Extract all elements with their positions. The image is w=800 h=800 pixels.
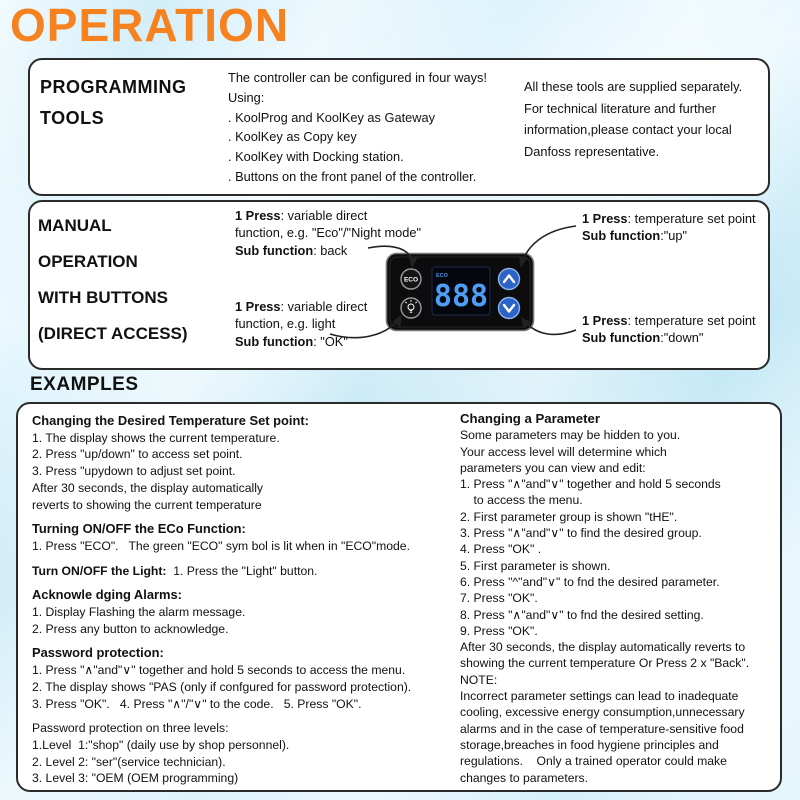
text-line: WITH BUTTONS	[38, 288, 169, 307]
text-line: (DIRECT ACCESS)	[38, 324, 188, 343]
text-line: Your access level will determine which	[460, 444, 667, 459]
text-line: Password protection on three levels:	[32, 721, 229, 736]
manual-operation-panel	[28, 200, 770, 370]
callout-down-button	[582, 312, 756, 347]
text-line: cooling, excessive energy consumption,unnecessary	[460, 705, 745, 720]
text-line: Acknowle dging Alarms:	[32, 587, 182, 603]
text-line: 1. Press "∧"and"∨" together and hold 5 seconds	[460, 477, 721, 492]
examples-panel	[16, 402, 782, 792]
text-line: 9. Press "OK".	[460, 623, 538, 638]
text-line: Turning ON/OFF the ECo Function:	[32, 521, 246, 537]
text-line: function, e.g. light	[235, 316, 336, 332]
text-line: Sub function:"up"	[582, 228, 688, 244]
text-line: Sub function: back	[235, 242, 348, 258]
up-button[interactable]	[499, 269, 520, 290]
text-line: function, e.g. "Eco"/"Night mode"	[235, 225, 422, 241]
text-line: 1. The display shows the current temperature.	[32, 430, 280, 445]
text-line: information,please contact your local	[524, 122, 732, 137]
text-line: 1. Display Flashing the alarm message.	[32, 605, 246, 620]
text-line: 2. First parameter group is shown "tHE".	[460, 509, 678, 524]
text-line: . KoolKey with Docking station.	[228, 149, 404, 165]
text-line: 3. Press "OK". 4. Press "∧"/"∨" to the code. 5. Press "OK".	[32, 696, 362, 711]
text-line: For technical literature and further	[524, 100, 717, 116]
display-eco-indicator: ECO	[436, 273, 448, 279]
text-line: OPERATION	[38, 252, 138, 271]
text-line: parameters you can view and edit:	[460, 460, 646, 475]
text-line: 1 Press: variable direct	[235, 299, 368, 314]
text-line: 6. Press "^"and"∨" to fnd the desired parameter.	[460, 574, 720, 589]
text-line: Sub function: "OK"	[235, 333, 348, 349]
text-line: regulations. Only a trained operator could make	[460, 754, 727, 769]
text-line: 1 Press: temperature set point	[582, 313, 756, 328]
text-line: 4. Press "OK" .	[460, 542, 542, 557]
examples-title: EXAMPLES	[30, 374, 139, 395]
text-line: 3. Press "upydown to adjust set point.	[32, 464, 236, 479]
text-line: 2. Level 2: "ser"(service technician).	[32, 754, 226, 769]
callout-up-button	[582, 210, 756, 245]
text-line: PROGRAMMING	[40, 77, 187, 97]
text-line: alarms and in the case of temperature-sensitive food	[460, 721, 744, 736]
eco-button-label: ECO	[403, 276, 419, 284]
text-line: showing the current temperature Or Press 2 x "Back".	[460, 656, 750, 671]
text-line: . KoolProg and KoolKey as Gateway	[228, 109, 436, 125]
text-line: to access the menu.	[460, 493, 583, 508]
tools-description-column	[228, 68, 487, 187]
text-line: reverts to showing the current temperature	[32, 497, 262, 512]
text-line: storage,breaches in food hygiene principles and	[460, 737, 719, 752]
text-line: 2. Press any button to acknowledge.	[32, 621, 229, 636]
text-line: After 30 seconds, the display automatically reverts to	[460, 640, 746, 655]
text-line: 2. The display shows "PAS (only if confgured for password protection).	[32, 679, 412, 694]
text-line: 3. Level 3: "OEM (OEM programming)	[32, 771, 239, 786]
text-line: 7. Press "OK".	[460, 591, 538, 606]
text-line: 1 Press: variable direct	[235, 208, 368, 223]
programming-tools-panel	[28, 58, 770, 196]
text-line: The controller can be configured in four ways!	[228, 70, 487, 85]
text-line: 8. Press "∧"and"∨" to fnd the desired setting.	[460, 607, 704, 622]
text-line: Sub function:"down"	[582, 330, 704, 346]
text-line: Some parameters may be hidden to you.	[460, 428, 681, 443]
text-line: . KoolKey as Copy key	[228, 129, 357, 145]
tools-note-column	[524, 76, 742, 162]
text-line: Password protection:	[32, 645, 164, 661]
text-line: changes to parameters.	[460, 770, 589, 785]
text-line: Danfoss representative.	[524, 143, 660, 159]
manual-operation-heading	[38, 208, 188, 352]
text-line: Changing the Desired Temperature Set point:	[32, 413, 309, 428]
text-line: . Buttons on the front panel of the controller.	[228, 168, 477, 184]
text-line: After 30 seconds, the display automatically	[32, 480, 264, 495]
text-line: TOOLS	[40, 108, 105, 128]
text-line: 5. First parameter is shown.	[460, 558, 611, 573]
text-line: NOTE:	[460, 672, 498, 687]
text-line: 1. Press "∧"and"∨" together and hold 5 seconds to access the menu.	[32, 663, 406, 678]
display-digits: 888	[433, 279, 489, 314]
text-line: 3. Press "∧"and"∨" to find the desired group.	[460, 526, 702, 541]
text-line: Changing a Parameter	[460, 411, 600, 426]
text-line: All these tools are supplied separately.	[524, 79, 743, 94]
examples-left-column	[32, 413, 411, 787]
page-title: OPERATION	[10, 0, 290, 51]
text-line: MANUAL	[38, 216, 112, 235]
text-line: Turn ON/OFF the Light: 1. Press the "Light" button.	[32, 563, 318, 578]
text-line: 1.Level 1:"shop" (daily use by shop personnel).	[32, 737, 290, 752]
down-button[interactable]	[499, 298, 520, 319]
text-line: Incorrect parameter settings can lead to inadequate	[460, 689, 739, 704]
text-line: Using:	[228, 89, 265, 105]
callout-light-button	[235, 298, 367, 350]
text-line: 1 Press: temperature set point	[582, 211, 756, 226]
text-line: 2. Press "up/down" to access set point.	[32, 447, 243, 462]
text-line: 1. Press "ECO". The green "ECO" sym bol is lit when in "ECO"mode.	[32, 538, 410, 553]
examples-right-column	[460, 411, 749, 786]
programming-tools-heading	[40, 72, 187, 134]
controller-device	[385, 252, 535, 332]
